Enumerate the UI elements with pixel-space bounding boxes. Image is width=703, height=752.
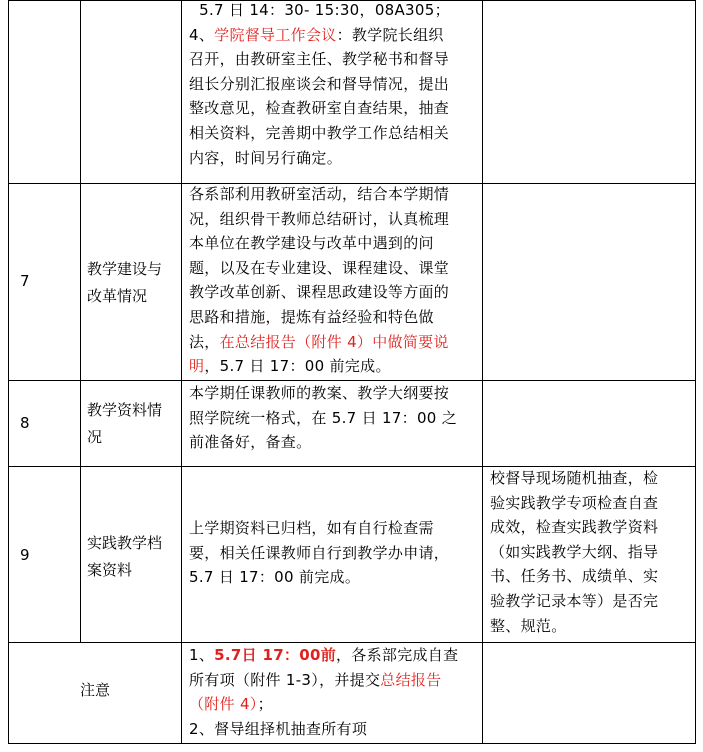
text-line: 组长分别汇报座谈会和督导情况，提出	[189, 74, 450, 93]
table-cell-content	[189, 516, 481, 590]
text-line: 题，以及在专业建设、课程建设、课堂	[189, 258, 450, 277]
text-line: 思路和措施，提炼有益经验和特色做	[189, 307, 434, 326]
row-number: 9	[20, 546, 30, 564]
table-cell-content	[189, 182, 481, 379]
text-line	[189, 354, 481, 379]
row-number: 7	[20, 272, 30, 290]
text-line	[189, 23, 481, 48]
text-line: 上学期资料已归档，如有自行检查需	[189, 519, 434, 537]
highlight-text: 学院督导工作会议	[214, 25, 337, 44]
text-line: 2、督导组择机抽查所有项	[189, 719, 368, 738]
highlight-text: 总结报告	[380, 670, 442, 689]
text-line: 况，组织骨干教师总结研讨，认真梳理	[189, 209, 450, 228]
text-line: 前准备好，备查。	[189, 433, 312, 452]
text-line: 内容，时间另行确定。	[189, 148, 343, 167]
body-text: 法，	[189, 332, 220, 351]
category-line: 教学建设与	[87, 260, 163, 278]
column-divider	[181, 0, 182, 744]
text-line: 验教学记录本等）是否完	[490, 591, 659, 610]
table-border-left	[8, 0, 9, 744]
category-line: 教学资料情	[87, 401, 163, 419]
text-line: （如实践教学大纲、指导	[490, 542, 659, 561]
text-line: 相关资料，完善期中教学工作总结相关	[189, 123, 450, 142]
text-line: 要，相关任课教师自行到教学办申请，	[189, 543, 450, 562]
body-text: ，5.7 日 17：00 前完成。	[204, 357, 391, 376]
category-label	[87, 256, 179, 310]
note-label: 注意	[80, 681, 111, 699]
text-line: 5.7 日 17：00 前完成。	[189, 568, 361, 587]
highlight-text: 明	[189, 357, 205, 376]
text-line: 成效，检查实践教学资料	[490, 518, 659, 537]
deadline-text: 5.7日 17：00前	[214, 646, 336, 664]
category-label	[87, 530, 179, 584]
text-line	[189, 330, 481, 355]
text-line: 教学改革创新、课程思政建设等方面的	[189, 283, 450, 302]
list-marker: 4、	[189, 25, 215, 44]
text-line: 照学院统一格式，在 5.7 日 17：00 之	[189, 408, 458, 427]
category-label	[87, 397, 179, 451]
text-line: 整、规范。	[490, 616, 567, 635]
text-line: 召开，由教研室主任、教学秘书和督导	[189, 50, 450, 69]
body-text: 所有项（附件 1-3），并提交	[189, 670, 381, 689]
text-line: 整改意见，检查教研室自查结果，抽查	[189, 99, 450, 118]
list-marker: 1、	[189, 646, 215, 664]
column-divider	[482, 0, 483, 744]
text-line: 各系部利用教研室活动，结合本学期情	[189, 185, 450, 203]
column-divider	[80, 0, 81, 643]
body-text: ，各系部完成自查	[336, 646, 459, 664]
highlight-text: （附件 4）	[189, 695, 258, 714]
text-line: 本单位在教学建设与改革中遇到的问	[189, 234, 434, 253]
text-line: 验实践教学专项检查自查	[490, 493, 659, 512]
table-border-bottom	[8, 743, 696, 744]
table-cell-content	[189, 381, 481, 455]
text-line: 校督导现场随机抽查，检	[490, 469, 659, 487]
text-line	[189, 668, 481, 693]
text-line	[189, 643, 481, 668]
schedule-text: 5.7 日 14：30- 15:30，08A305；	[199, 1, 450, 19]
text-line	[189, 692, 481, 717]
body-text: ：教学院长组织	[336, 25, 444, 44]
category-line: 实践教学档	[87, 534, 163, 552]
text-line	[189, 0, 481, 23]
text-line: 书、任务书、成绩单、实	[490, 567, 659, 586]
table-border-right	[695, 0, 696, 744]
category-line: 改革情况	[87, 287, 148, 305]
category-line: 案资料	[87, 561, 133, 579]
table-cell-content	[189, 0, 481, 170]
text-line: 本学期任课教师的教案、教学大纲要按	[189, 384, 450, 402]
category-line: 况	[87, 428, 103, 446]
body-text: ；	[257, 695, 273, 714]
table-cell-remark	[490, 466, 694, 638]
highlight-text: 在总结报告（附件 4）中做简要说	[219, 332, 449, 351]
table-cell-content	[189, 643, 481, 741]
row-number: 8	[20, 414, 30, 432]
